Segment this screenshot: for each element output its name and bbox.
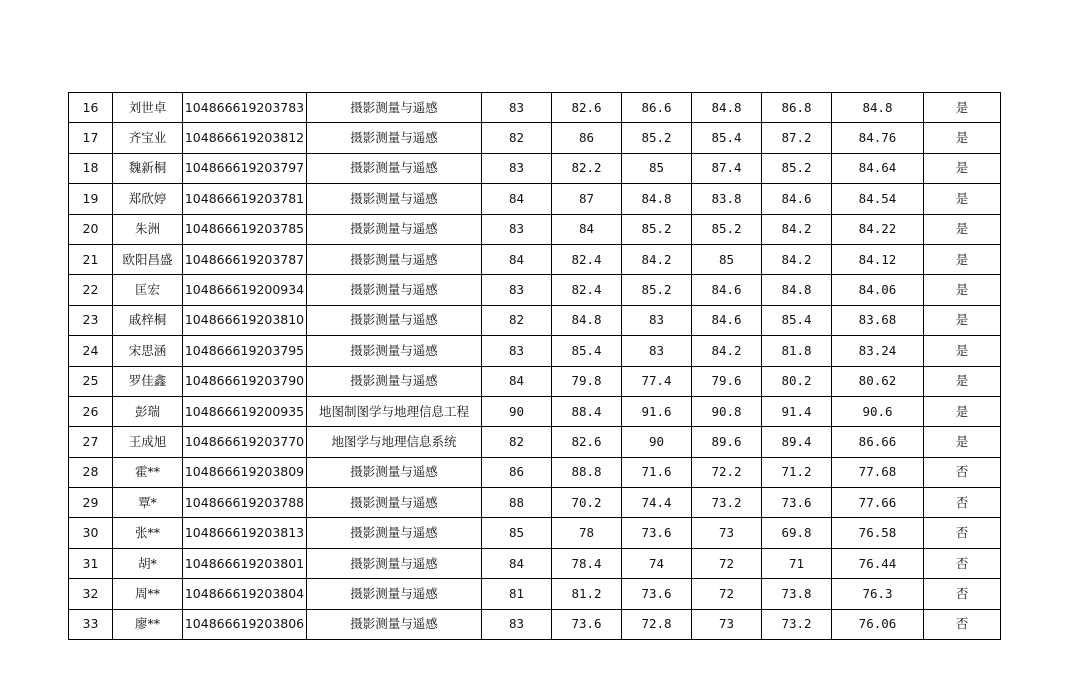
candidate-id-cell: 104866619203781 [183, 184, 307, 214]
row-number-cell: 20 [69, 214, 113, 244]
major-cell: 摄影测量与遥感 [307, 214, 482, 244]
row-number-cell: 25 [69, 366, 113, 396]
score-1-cell: 84 [482, 244, 552, 274]
score-4-cell: 72 [692, 579, 762, 609]
score-5-cell: 73.6 [762, 488, 832, 518]
admitted-cell: 是 [924, 366, 1001, 396]
table-row [69, 214, 1001, 244]
score-1-cell: 82 [482, 305, 552, 335]
score-3-cell: 83 [622, 305, 692, 335]
score-3-cell: 84.8 [622, 184, 692, 214]
row-number-cell: 22 [69, 275, 113, 305]
score-4-cell: 85.2 [692, 214, 762, 244]
candidate-id-cell: 104866619203812 [183, 123, 307, 153]
score-2-cell: 84 [552, 214, 622, 244]
admitted-cell: 是 [924, 93, 1001, 123]
major-cell: 摄影测量与遥感 [307, 488, 482, 518]
admitted-cell: 否 [924, 609, 1001, 639]
admitted-cell: 是 [924, 244, 1001, 274]
candidate-id-cell: 104866619203806 [183, 609, 307, 639]
table-row [69, 93, 1001, 123]
total-score-cell: 76.44 [832, 548, 924, 578]
candidate-name-cell: 王成旭 [113, 427, 183, 457]
total-score-cell: 77.68 [832, 457, 924, 487]
score-4-cell: 87.4 [692, 153, 762, 183]
score-2-cell: 82.6 [552, 93, 622, 123]
score-3-cell: 73.6 [622, 518, 692, 548]
table-row [69, 336, 1001, 366]
score-1-cell: 90 [482, 396, 552, 426]
score-2-cell: 82.4 [552, 244, 622, 274]
score-3-cell: 85.2 [622, 275, 692, 305]
score-1-cell: 83 [482, 93, 552, 123]
score-2-cell: 78.4 [552, 548, 622, 578]
score-5-cell: 71 [762, 548, 832, 578]
admitted-cell: 否 [924, 488, 1001, 518]
major-cell: 摄影测量与遥感 [307, 153, 482, 183]
score-1-cell: 83 [482, 336, 552, 366]
total-score-cell: 86.66 [832, 427, 924, 457]
score-4-cell: 73 [692, 518, 762, 548]
score-5-cell: 85.2 [762, 153, 832, 183]
admitted-cell: 否 [924, 518, 1001, 548]
table-row [69, 244, 1001, 274]
results-table [68, 92, 1001, 640]
candidate-id-cell: 104866619203801 [183, 548, 307, 578]
score-3-cell: 73.6 [622, 579, 692, 609]
score-3-cell: 85.2 [622, 123, 692, 153]
score-1-cell: 84 [482, 548, 552, 578]
major-cell: 摄影测量与遥感 [307, 275, 482, 305]
score-5-cell: 81.8 [762, 336, 832, 366]
row-number-cell: 29 [69, 488, 113, 518]
score-4-cell: 73 [692, 609, 762, 639]
score-2-cell: 79.8 [552, 366, 622, 396]
candidate-name-cell: 周** [113, 579, 183, 609]
row-number-cell: 31 [69, 548, 113, 578]
score-1-cell: 82 [482, 123, 552, 153]
admitted-cell: 是 [924, 214, 1001, 244]
score-1-cell: 86 [482, 457, 552, 487]
row-number-cell: 28 [69, 457, 113, 487]
table-row [69, 579, 1001, 609]
score-2-cell: 88.4 [552, 396, 622, 426]
admitted-cell: 是 [924, 275, 1001, 305]
table-row [69, 518, 1001, 548]
table-row [69, 548, 1001, 578]
candidate-name-cell: 匡宏 [113, 275, 183, 305]
candidate-name-cell: 戚梓桐 [113, 305, 183, 335]
score-1-cell: 84 [482, 184, 552, 214]
score-4-cell: 83.8 [692, 184, 762, 214]
score-3-cell: 85 [622, 153, 692, 183]
total-score-cell: 84.8 [832, 93, 924, 123]
table-row [69, 427, 1001, 457]
candidate-name-cell: 霍** [113, 457, 183, 487]
score-3-cell: 74.4 [622, 488, 692, 518]
score-3-cell: 90 [622, 427, 692, 457]
candidate-name-cell: 宋思涵 [113, 336, 183, 366]
admitted-cell: 是 [924, 153, 1001, 183]
score-5-cell: 73.2 [762, 609, 832, 639]
score-2-cell: 78 [552, 518, 622, 548]
score-1-cell: 83 [482, 153, 552, 183]
table-row [69, 488, 1001, 518]
score-3-cell: 85.2 [622, 214, 692, 244]
score-2-cell: 82.6 [552, 427, 622, 457]
candidate-id-cell: 104866619203804 [183, 579, 307, 609]
candidate-name-cell: 廖** [113, 609, 183, 639]
row-number-cell: 18 [69, 153, 113, 183]
score-5-cell: 84.6 [762, 184, 832, 214]
score-3-cell: 74 [622, 548, 692, 578]
score-1-cell: 88 [482, 488, 552, 518]
candidate-id-cell: 104866619203770 [183, 427, 307, 457]
candidate-id-cell: 104866619203788 [183, 488, 307, 518]
score-4-cell: 73.2 [692, 488, 762, 518]
score-1-cell: 82 [482, 427, 552, 457]
score-2-cell: 82.4 [552, 275, 622, 305]
table-row [69, 184, 1001, 214]
score-4-cell: 84.2 [692, 336, 762, 366]
candidate-id-cell: 104866619203813 [183, 518, 307, 548]
major-cell: 地图学与地理信息系统 [307, 427, 482, 457]
score-4-cell: 84.6 [692, 275, 762, 305]
score-5-cell: 85.4 [762, 305, 832, 335]
row-number-cell: 16 [69, 93, 113, 123]
row-number-cell: 26 [69, 396, 113, 426]
total-score-cell: 84.54 [832, 184, 924, 214]
candidate-id-cell: 104866619203783 [183, 93, 307, 123]
total-score-cell: 83.68 [832, 305, 924, 335]
major-cell: 摄影测量与遥感 [307, 123, 482, 153]
score-5-cell: 80.2 [762, 366, 832, 396]
candidate-id-cell: 104866619203785 [183, 214, 307, 244]
major-cell: 地图制图学与地理信息工程 [307, 396, 482, 426]
row-number-cell: 33 [69, 609, 113, 639]
score-1-cell: 85 [482, 518, 552, 548]
total-score-cell: 76.3 [832, 579, 924, 609]
row-number-cell: 19 [69, 184, 113, 214]
candidate-name-cell: 魏新桐 [113, 153, 183, 183]
candidate-id-cell: 104866619203810 [183, 305, 307, 335]
major-cell: 摄影测量与遥感 [307, 518, 482, 548]
score-5-cell: 73.8 [762, 579, 832, 609]
score-5-cell: 84.8 [762, 275, 832, 305]
score-5-cell: 71.2 [762, 457, 832, 487]
major-cell: 摄影测量与遥感 [307, 93, 482, 123]
major-cell: 摄影测量与遥感 [307, 336, 482, 366]
table-row [69, 396, 1001, 426]
score-2-cell: 86 [552, 123, 622, 153]
candidate-name-cell: 张** [113, 518, 183, 548]
candidate-id-cell: 104866619203790 [183, 366, 307, 396]
score-4-cell: 84.6 [692, 305, 762, 335]
score-3-cell: 71.6 [622, 457, 692, 487]
admitted-cell: 否 [924, 579, 1001, 609]
candidate-id-cell: 104866619200934 [183, 275, 307, 305]
score-5-cell: 87.2 [762, 123, 832, 153]
admitted-cell: 否 [924, 548, 1001, 578]
score-2-cell: 84.8 [552, 305, 622, 335]
score-3-cell: 83 [622, 336, 692, 366]
score-3-cell: 91.6 [622, 396, 692, 426]
candidate-name-cell: 胡* [113, 548, 183, 578]
score-4-cell: 72.2 [692, 457, 762, 487]
candidate-name-cell: 覃* [113, 488, 183, 518]
total-score-cell: 84.06 [832, 275, 924, 305]
total-score-cell: 84.64 [832, 153, 924, 183]
table-row [69, 305, 1001, 335]
candidate-id-cell: 104866619203787 [183, 244, 307, 274]
candidate-name-cell: 罗佳鑫 [113, 366, 183, 396]
candidate-name-cell: 刘世卓 [113, 93, 183, 123]
score-2-cell: 82.2 [552, 153, 622, 183]
score-5-cell: 84.2 [762, 214, 832, 244]
major-cell: 摄影测量与遥感 [307, 184, 482, 214]
major-cell: 摄影测量与遥感 [307, 579, 482, 609]
score-4-cell: 90.8 [692, 396, 762, 426]
score-2-cell: 70.2 [552, 488, 622, 518]
score-5-cell: 89.4 [762, 427, 832, 457]
score-4-cell: 84.8 [692, 93, 762, 123]
score-2-cell: 73.6 [552, 609, 622, 639]
candidate-id-cell: 104866619200935 [183, 396, 307, 426]
total-score-cell: 76.58 [832, 518, 924, 548]
score-4-cell: 89.6 [692, 427, 762, 457]
score-2-cell: 85.4 [552, 336, 622, 366]
row-number-cell: 23 [69, 305, 113, 335]
row-number-cell: 24 [69, 336, 113, 366]
major-cell: 摄影测量与遥感 [307, 548, 482, 578]
admitted-cell: 是 [924, 184, 1001, 214]
candidate-name-cell: 欧阳昌盛 [113, 244, 183, 274]
major-cell: 摄影测量与遥感 [307, 244, 482, 274]
table-row [69, 123, 1001, 153]
total-score-cell: 83.24 [832, 336, 924, 366]
major-cell: 摄影测量与遥感 [307, 609, 482, 639]
total-score-cell: 76.06 [832, 609, 924, 639]
major-cell: 摄影测量与遥感 [307, 366, 482, 396]
candidate-name-cell: 朱洲 [113, 214, 183, 244]
score-1-cell: 83 [482, 214, 552, 244]
score-1-cell: 83 [482, 609, 552, 639]
row-number-cell: 17 [69, 123, 113, 153]
score-4-cell: 85 [692, 244, 762, 274]
admitted-cell: 是 [924, 123, 1001, 153]
table-row [69, 457, 1001, 487]
admitted-cell: 是 [924, 336, 1001, 366]
total-score-cell: 84.76 [832, 123, 924, 153]
major-cell: 摄影测量与遥感 [307, 457, 482, 487]
candidate-name-cell: 齐宝业 [113, 123, 183, 153]
score-5-cell: 84.2 [762, 244, 832, 274]
major-cell: 摄影测量与遥感 [307, 305, 482, 335]
admitted-cell: 是 [924, 427, 1001, 457]
table-body [69, 93, 1001, 640]
score-3-cell: 77.4 [622, 366, 692, 396]
total-score-cell: 84.22 [832, 214, 924, 244]
score-2-cell: 87 [552, 184, 622, 214]
total-score-cell: 84.12 [832, 244, 924, 274]
table-row [69, 275, 1001, 305]
score-4-cell: 85.4 [692, 123, 762, 153]
score-5-cell: 86.8 [762, 93, 832, 123]
table-row [69, 366, 1001, 396]
score-4-cell: 79.6 [692, 366, 762, 396]
score-2-cell: 81.2 [552, 579, 622, 609]
score-3-cell: 72.8 [622, 609, 692, 639]
total-score-cell: 77.66 [832, 488, 924, 518]
score-1-cell: 84 [482, 366, 552, 396]
score-5-cell: 69.8 [762, 518, 832, 548]
score-2-cell: 88.8 [552, 457, 622, 487]
score-3-cell: 86.6 [622, 93, 692, 123]
table-row [69, 609, 1001, 639]
candidate-id-cell: 104866619203809 [183, 457, 307, 487]
score-1-cell: 83 [482, 275, 552, 305]
row-number-cell: 21 [69, 244, 113, 274]
total-score-cell: 80.62 [832, 366, 924, 396]
score-5-cell: 91.4 [762, 396, 832, 426]
score-3-cell: 84.2 [622, 244, 692, 274]
admitted-cell: 否 [924, 457, 1001, 487]
candidate-name-cell: 彭瑞 [113, 396, 183, 426]
admitted-cell: 是 [924, 305, 1001, 335]
row-number-cell: 30 [69, 518, 113, 548]
row-number-cell: 32 [69, 579, 113, 609]
candidate-id-cell: 104866619203795 [183, 336, 307, 366]
score-1-cell: 81 [482, 579, 552, 609]
candidate-name-cell: 郑欣婷 [113, 184, 183, 214]
candidate-id-cell: 104866619203797 [183, 153, 307, 183]
row-number-cell: 27 [69, 427, 113, 457]
score-4-cell: 72 [692, 548, 762, 578]
total-score-cell: 90.6 [832, 396, 924, 426]
table-row [69, 153, 1001, 183]
admitted-cell: 是 [924, 396, 1001, 426]
